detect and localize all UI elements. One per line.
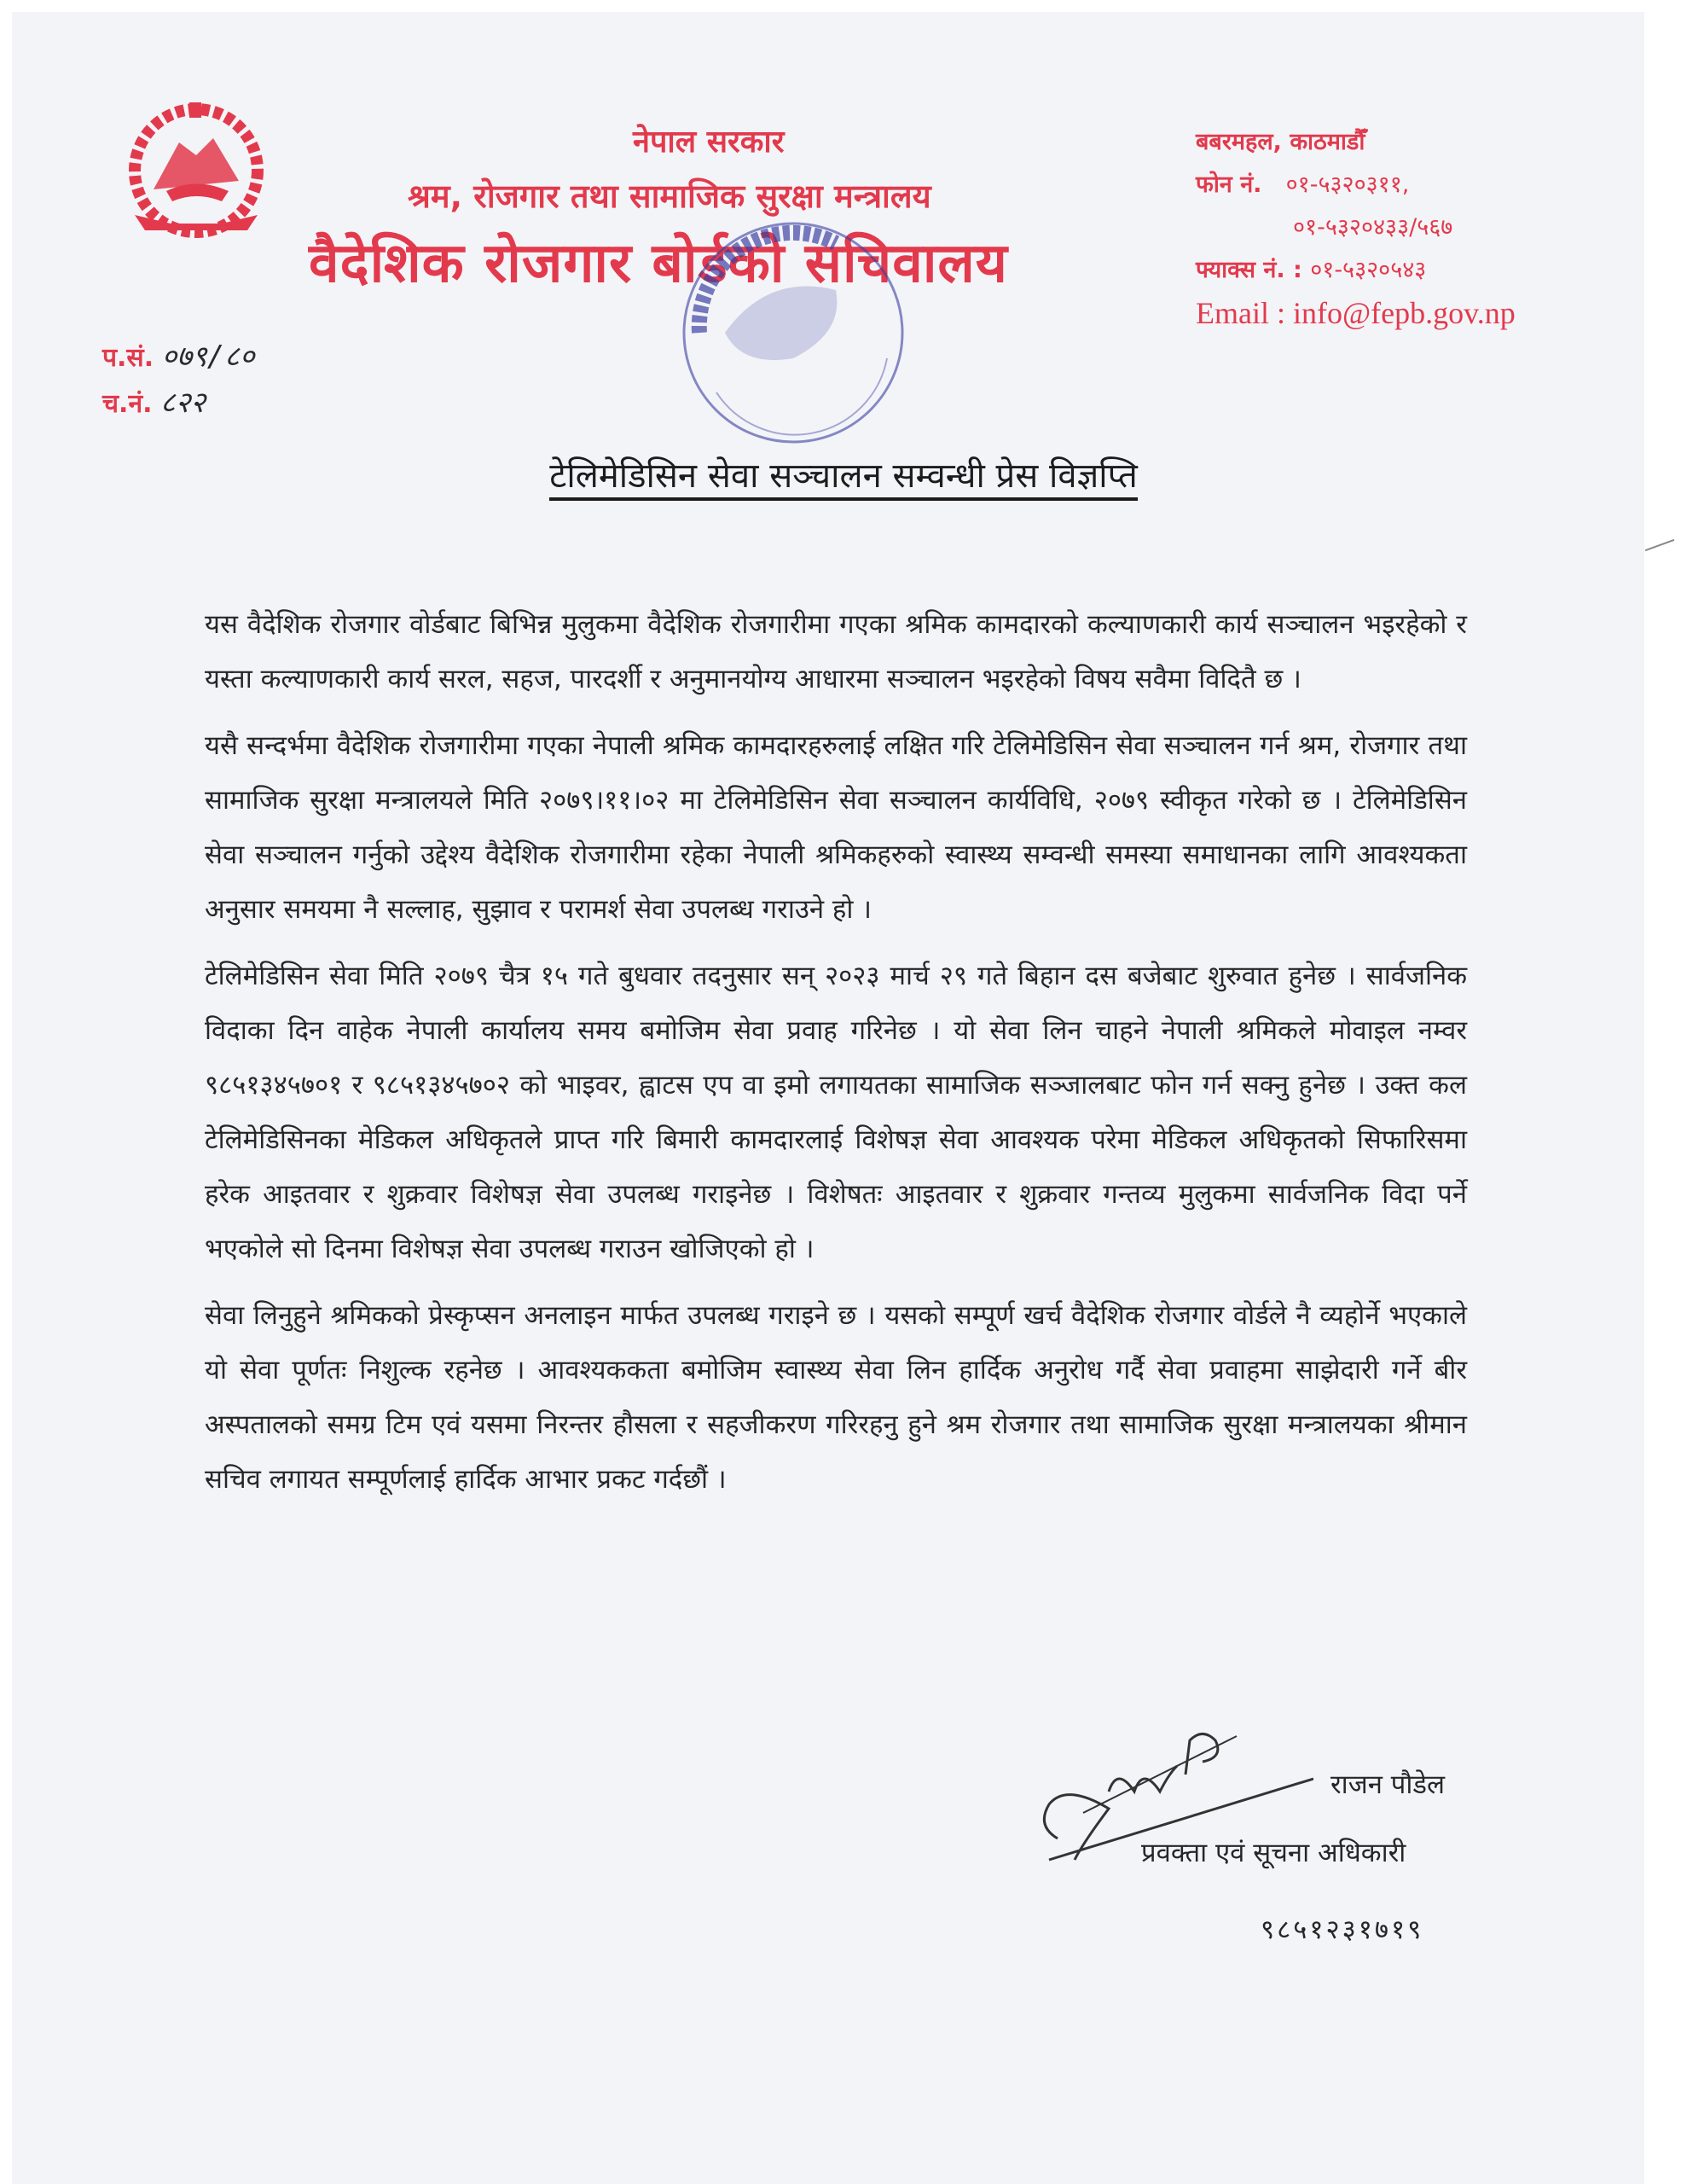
letter-number-value: ०७९/८० bbox=[161, 340, 255, 374]
paragraph: सेवा लिनुहुने श्रमिकको प्रेस्कृप्सन अनलाइन मार्फत उपलब्ध गराइने छ । यसको सम्पूर्ण खर्च वैदेशिक रोजगार वोर्डले नै व्यहोर्ने भएकाले यो सेवा पूर्णतः निशुल्क रहनेछ । आवश्यककता बमोजिम स्वास्थ्य सेवा लिन हार्दिक अनुरोध गर्दै सेवा प्रवाहमा साझेदारी गर्ने बीर अस्पतालको समग्र टिम एवं यसमा निरन्तर हौसला र सहजीकरण गरिरहनु हुने श्रम रोजगार तथा सामाजिक सुरक्षा मन्त्रालयका श्रीमान सचिव लगायत सम्पूर्णलाई हार्दिक आभार प्रकट गर्दछौं । bbox=[205, 1300, 1467, 1495]
phone-number-2: ०१-५३२०४३३/५६७ bbox=[1293, 214, 1453, 241]
letter-number-label: प.सं. bbox=[102, 343, 154, 373]
email-link[interactable]: Email : info@fepb.gov.np bbox=[1196, 296, 1516, 330]
ministry-name: श्रम, रोजगार तथा सामाजिक सुरक्षा मन्त्रालय bbox=[408, 177, 931, 215]
signatory-designation: प्रवक्ता एवं सूचना अधिकारी bbox=[1141, 1838, 1406, 1868]
dispatch-number-value: ८२२ bbox=[160, 386, 206, 420]
phone-number-1: ०१-५३२०३११, bbox=[1285, 171, 1410, 198]
paragraph: टेलिमेडिसिन सेवा मिति २०७९ चैत्र १५ गते बुधवार तदनुसार सन् २०२३ मार्च २९ गते बिहान दस बजेबाट शुरुवात हुनेछ । सार्वजनिक विदाका दिन वाहेक नेपाली कार्यालय समय बमोजिम सेवा प्रवाह गरिनेछ । यो सेवा लिन चाहने नेपाली श्रमिकले मोवाइल नम्वर ९८५१३४५७०१ र ९८५१३४५७०२ को भाइवर, ह्वाटस एप वा इमो लगायतका सामाजिक सञ्जालबाट फोन गर्न सक्नु हुनेछ । उक्त कल टेलिमेडिसिनका मेडिकल अधिकृतले प्राप्त गरि बिमारी कामदारलाई विशेषज्ञ सेवा आवश्यक परेमा मेडिकल अधिकृतको सिफारिसमा हरेक आइतवार र शुक्रवार विशेषज्ञ सेवा उपलब्ध गराइनेछ । विशेषतः आइतवार र शुक्रवार गन्तव्य मुलुकमा सार्वजनिक विदा पर्ने भएकोले सो दिनमा विशेषज्ञ सेवा उपलब्ध गराउन खोजिएको हो । bbox=[205, 961, 1467, 1264]
press-release-body bbox=[205, 597, 1467, 1519]
government-name: नेपाल सरकार bbox=[633, 125, 785, 160]
press-release-title: टेलिमेडिसिन सेवा सञ्चालन सम्वन्धी प्रेस विज्ञप्ति bbox=[0, 450, 1687, 497]
fax-row bbox=[1196, 249, 1516, 292]
contact-block bbox=[1196, 121, 1516, 334]
dispatch-number-label: च.नं. bbox=[102, 389, 153, 419]
signatory-name: राजन पौडेल bbox=[1330, 1769, 1446, 1800]
reference-block bbox=[102, 334, 255, 427]
paragraph: यस वैदेशिक रोजगार वोर्डबाट बिभिन्न मुलुकमा वैदेशिक रोजगारीमा गएका श्रमिक कामदारको कल्याणकारी कार्य सञ्चालन भइरहेको र यस्ता कल्याणकारी कार्य सरल, सहज, पारदर्शी र अनुमानयोग्य आधारमा सञ्चालन भइरहेको विषय सवैमा विदितै छ । bbox=[205, 609, 1467, 694]
dispatch-number bbox=[102, 380, 255, 427]
address: बबरमहल, काठमाडौँ bbox=[1196, 129, 1365, 155]
letter-number bbox=[102, 334, 255, 380]
margin-mark bbox=[1645, 539, 1675, 551]
phone-row bbox=[1196, 164, 1516, 206]
fax-number: ०१-५३२०५४३ bbox=[1310, 257, 1427, 283]
office-seal-stamp-icon bbox=[665, 205, 921, 461]
office-name: वैदेशिक रोजगार बोर्डको सचिवालय bbox=[309, 232, 1008, 295]
nepal-emblem-icon bbox=[119, 96, 273, 249]
signatory-phone: ९८५१२३१७१९ bbox=[1261, 1914, 1424, 1945]
paragraph: यसै सन्दर्भमा वैदेशिक रोजगारीमा गएका नेपाली श्रमिक कामदारहरुलाई लक्षित गरि टेलिमेडिसिन सेवा सञ्चालन गर्न श्रम, रोजगार तथा सामाजिक सुरक्षा मन्त्रालयले मिति २०७९।११।०२ मा टेलिमेडिसिन सेवा सञ्चालन कार्यविधि, २०७९ स्वीकृत गरेको छ । टेलिमेडिसिन सेवा सञ्चालन गर्नुको उद्देश्य वैदेशिक रोजगारीमा रहेका नेपाली श्रमिकहरुको स्वास्थ्य सम्वन्धी समस्या समाधानका लागि आवश्यकता अनुसार समयमा नै सल्लाह, सुझाव र परामर्श सेवा उपलब्ध गराउने हो । bbox=[205, 730, 1467, 925]
fax-label: फ्याक्स नं. : bbox=[1196, 257, 1302, 283]
phone-label: फोन नं. bbox=[1196, 171, 1262, 198]
